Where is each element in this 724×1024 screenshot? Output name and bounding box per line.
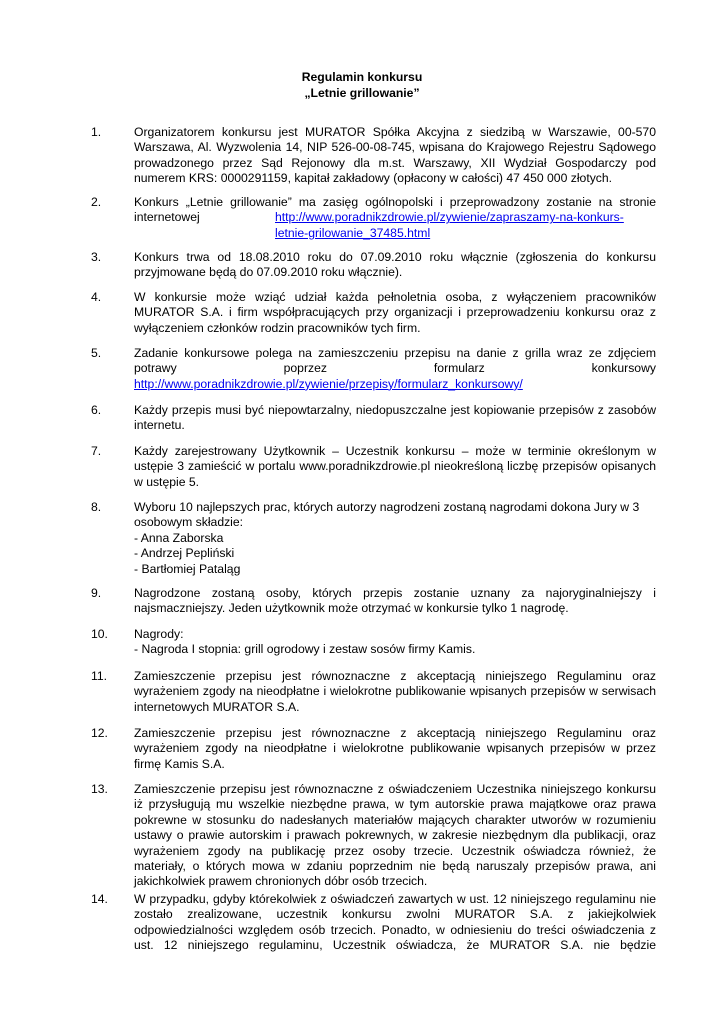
clause-text: Każdy zarejestrowany Użytkownik – Uczestnik konkursu – może w terminie określonym w ustępie 3 zamieścić w portalu www.poradnikzdrowie.pl nieokreśloną liczbę przepisów opisanych w ustępie 5.	[134, 444, 656, 489]
prize-item: - Nagroda I stopnia: grill ogrodowy i zestaw sosów firmy Kamis.	[134, 642, 476, 657]
clause-text: Każdy przepis musi być niepowtarzalny, niedopuszczalne jest kopiowanie przepisów z zasobów internetu.	[134, 403, 656, 433]
jury-member: - Anna Zaborska	[134, 530, 224, 545]
contest-page-link[interactable]: http://www.poradnikzdrowie.pl/zywienie/zapraszamy-na-konkurs-letnie-grilowanie_37485.html	[275, 210, 624, 240]
clause-number: 4.	[91, 290, 102, 304]
clause-number: 5.	[91, 346, 102, 360]
clause-text: Zamieszczenie przepisu jest równoznaczne z oświadczeniem Uczestnika niniejszego konkursu iż przysługują mu wszelkie niezbędne prawa, w tym autorskie prawa majątkowe oraz prawa pokrewne w stosunku do nadesłanych materiałów mających charakter utworów w rozumieniu ustawy o prawie autorskim i prawach pokrewnych, w zakresie niezbędnym dla publikacji, oraz wyrażeniem zgody na publikację przez osoby trzecie. Uczestnik oświadcza również, że materiały, o których mowa w zdaniu poprzednim nie będą naruszaly przepisów prawa, ani jakichkolwiek prawem chronionych dóbr osób trzecich.	[134, 782, 656, 889]
clause-number: 10.	[91, 627, 108, 641]
recipe-form-link[interactable]: http://www.poradnikzdrowie.pl/zywienie/przepisy/formularz_konkursowy/	[134, 376, 523, 391]
clause-number: 2.	[91, 195, 102, 209]
clause-number: 11.	[91, 669, 108, 683]
clause-number: 14.	[91, 892, 108, 906]
clause-text: Zadanie konkursowe polega na zamieszczeniu przepisu na danie z grilla wraz ze zdjęciem potrawy poprzez formularz konkursowy	[134, 346, 656, 376]
clause-text: Zamieszczenie przepisu jest równoznaczne z akceptacją niniejszego Regulaminu oraz wyrażeniem zgody na nieodpłatne i wielokrotne publikowanie wpisanych przepisów w serwisach internetowych MURATOR S.A.	[134, 669, 656, 714]
clause-text: Nagrodzone zostaną osoby, których przepis zostanie uznany za najoryginalniejszy i najsmaczniejszy. Jeden użytkownik może otrzymać w konkursie tylko 1 nagrodę.	[134, 586, 656, 616]
jury-member: - Andrzej Pepliński	[134, 546, 235, 561]
clause-text: Nagrody:	[134, 627, 184, 641]
clause-text: Wyboru 10 najlepszych prac, których autorzy nagrodzeni zostaną nagrodami dokona Jury w 3 osobowym składzie:	[134, 500, 640, 530]
clause-number: 7.	[91, 444, 102, 458]
clause-text: Konkurs „Letnie grillowanie” ma zasięg ogólnopolski i przeprowadzony zostanie na stronie internetowej	[134, 195, 656, 225]
clause-number: 3.	[91, 250, 102, 264]
clause-number: 8.	[91, 500, 102, 514]
clause-text: Zamieszczenie przepisu jest równoznaczne z akceptacją niniejszego Regulaminu oraz wyrażeniem zgody na nieodpłatne i wielokrotne publikowanie wpisanych przepisów w przez firmę Kamis S.A.	[134, 726, 656, 771]
clause-number: 12.	[91, 726, 108, 740]
document-title	[0, 70, 724, 101]
clause-number: 13.	[91, 782, 108, 796]
jury-member: - Bartłomiej Pataląg	[134, 561, 241, 576]
clause-text: Konkurs trwa od 18.08.2010 roku do 07.09.2010 roku włącznie (zgłoszenia do konkursu przyjmowane będą do 07.09.2010 roku włącznie).	[134, 250, 656, 280]
title-line-2: „Letnie grillowanie”	[304, 85, 420, 100]
clause-number: 9.	[91, 586, 102, 600]
clause-text: W przypadku, gdyby którekolwiek z oświadczeń zawartych w ust. 12 niniejszego regulaminu nie zostało zrealizowane, uczestnik konkursu zwolni MURATOR S.A. z jakiejkolwiek odpowiedzialności względem osób trzecich. Ponadto, w odniesieniu do treści oświadczenia z ust. 12 niniejszego regulaminu, Uczestnik oświadcza, że MURATOR S.A. nie będzie	[134, 892, 656, 953]
clause-text: W konkursie może wziąć udział każda pełnoletnia osoba, z wyłączeniem pracowników MURATOR S.A. i firm współpracujących przy organizacji i przeprowadzeniu konkursu oraz z wyłączeniem członków rodzin pracowników tych firm.	[134, 290, 656, 335]
title-line-1: Regulamin konkursu	[301, 70, 423, 84]
clause-number: 1.	[91, 125, 102, 139]
clause-number: 6.	[91, 403, 102, 417]
clause-text: Organizatorem konkursu jest MURATOR Spółka Akcyjna z siedzibą w Warszawie, 00-570 Warszawa, Al. Wyzwolenia 14, NIP 526-00-08-745, wpisana do Krajowego Rejestru Sądowego prowadzonego przez Sąd Rejonowy dla m.st. Warszawy, XII Wydział Gospodarczy pod numerem KRS: 0000291159, kapitał zakładowy (opłacony w całości) 47 450 000 złotych.	[134, 125, 656, 186]
